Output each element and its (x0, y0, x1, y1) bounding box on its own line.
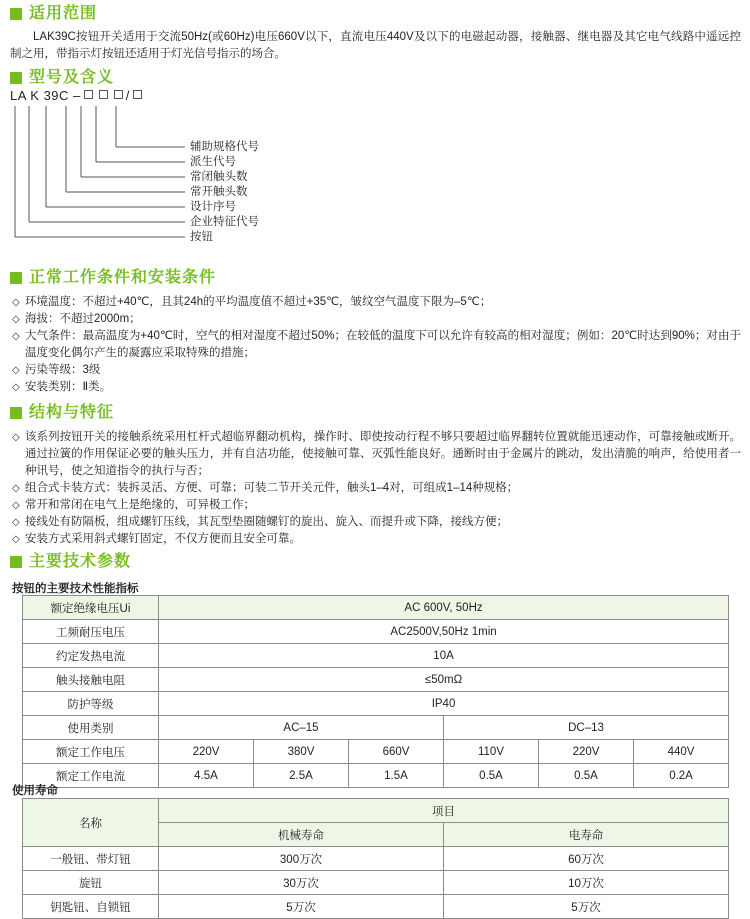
list-item (12, 497, 741, 514)
diamond-bullet-icon: ◇ (12, 314, 20, 325)
table-row (23, 740, 729, 764)
spec-label-protection-degree: 防护等级 (23, 692, 159, 716)
condition-atmosphere: 大气条件：最高温度为+40℃时，空气的相对湿度不超过50%；在较低的温度下可以允许有较高的相对湿度；例如：20℃时达到90%；对由于温度变化偶尔产生的凝露应采取特殊的措施； (25, 330, 741, 359)
table-row (23, 620, 729, 644)
condition-altitude: 海拔：不超过2000m； (25, 313, 141, 325)
life-name-key-selflock-button: 钥匙钮、自锁钮 (23, 895, 159, 919)
condition-installation-category: 安装类别：Ⅱ类。 (25, 381, 112, 393)
feature-contact-system: 该系列按钮开关的接触系统采用杠杆式超临界翻动机构，操作时、即使按动行程不够只要超过临界翻转位置就能迅速动作，可靠接触或断开。通过拉簧的作用保证必要的触头压力，并有自洁功能，使接触可靠、灭弧性能良好。通断时由于金属片的跳动，发出清脆的响声，给使用者一种讯号，使之知道指令的执行与否； (25, 431, 741, 477)
table-row (23, 764, 729, 788)
section-conditions-heading (10, 270, 740, 286)
section-scope-heading (10, 6, 740, 22)
diamond-bullet-icon: ◇ (12, 432, 20, 443)
feature-modular-mounting: 组合式卡装方式：装拆灵活、方便、可靠；可装二节开关元件，触头1–4对，可组成1–14种规格； (25, 482, 519, 494)
spec-current-ac-380: 2.5A (254, 764, 349, 788)
diamond-bullet-icon: ◇ (12, 517, 20, 528)
table-row (23, 692, 729, 716)
section-params-title: 主要技术参数 (29, 553, 132, 570)
spec-value-protection-degree: IP40 (159, 692, 729, 716)
spec-voltage-dc-440: 440V (634, 740, 729, 764)
diamond-bullet-icon: ◇ (12, 500, 20, 511)
life-name-rotary-knob: 旋钮 (23, 871, 159, 895)
section-conditions-title: 正常工作条件和安装条件 (29, 269, 217, 286)
table-row (23, 668, 729, 692)
spec-voltage-ac-220: 220V (159, 740, 254, 764)
conditions-list (12, 294, 741, 396)
structure-list (12, 429, 741, 548)
model-label-design-serial: 设计序号 (190, 201, 236, 213)
list-item (12, 362, 741, 379)
section-model-heading (10, 70, 740, 86)
section-structure (10, 405, 740, 421)
section-scope (10, 6, 740, 22)
diamond-bullet-icon: ◇ (12, 297, 20, 308)
section-scope-title: 适用范围 (29, 5, 98, 22)
spec-value-thermal-current: 10A (159, 644, 729, 668)
life-mech-general-lamp-button: 300万次 (159, 847, 444, 871)
table-row (23, 716, 729, 740)
spec-value-category-dc: DC–13 (444, 716, 729, 740)
spec-table (22, 595, 729, 788)
section-structure-heading (10, 405, 740, 421)
spec-current-ac-220: 4.5A (159, 764, 254, 788)
spec-current-dc-220: 0.5A (539, 764, 634, 788)
spec-label-rated-operating-voltage: 额定工作电压 (23, 740, 159, 764)
life-elec-general-lamp-button: 60万次 (444, 847, 729, 871)
section-model (10, 70, 740, 86)
model-designation-diagram (0, 88, 420, 246)
table-row (23, 895, 729, 919)
feature-insulation: 常开和常闭在电气上是绝缘的，可异极工作； (25, 499, 255, 511)
list-item (12, 480, 741, 497)
list-item (12, 311, 741, 328)
model-label-enterprise-code: 企业特征代号 (190, 216, 259, 228)
green-square-marker-icon (10, 8, 22, 20)
section-params (10, 554, 740, 570)
life-table-caption: 使用寿命 (12, 785, 58, 797)
condition-ambient-temperature: 环境温度：不超过+40℃，且其24h的平均温度值不超过+35℃，皱纹空气温度下限为–5℃； (25, 296, 492, 308)
green-square-marker-icon (10, 272, 22, 284)
spec-label-thermal-current: 约定发热电流 (23, 644, 159, 668)
spec-table-caption: 按钮的主要技术性能指标 (12, 583, 139, 595)
spec-label-power-frequency-withstand: 工频耐压电压 (23, 620, 159, 644)
list-item (12, 379, 741, 396)
diamond-bullet-icon: ◇ (12, 382, 20, 393)
life-header-name: 名称 (23, 799, 159, 847)
life-table (22, 798, 729, 919)
spec-value-contact-resistance: ≤50mΩ (159, 668, 729, 692)
section-params-heading (10, 554, 740, 570)
life-header-electrical: 电寿命 (444, 823, 729, 847)
table-row (23, 799, 729, 823)
green-square-marker-icon (10, 556, 22, 568)
list-item (12, 531, 741, 548)
diamond-bullet-icon: ◇ (12, 331, 20, 342)
life-elec-key-selflock-button: 5万次 (444, 895, 729, 919)
life-name-general-lamp-button: 一般钮、带灯钮 (23, 847, 159, 871)
diamond-bullet-icon: ◇ (12, 365, 20, 376)
model-code-prefix: LA K 39C – (10, 88, 81, 103)
spec-label-rated-insulation-voltage: 额定绝缘电压Ui (23, 596, 159, 620)
model-label-nc-contact-count: 常闭触头数 (190, 171, 248, 183)
feature-installation: 安装方式采用斜式螺钉固定，不仅方便而且安全可靠。 (25, 533, 301, 545)
spec-value-rated-insulation-voltage: AC 600V, 50Hz (159, 596, 729, 620)
life-elec-rotary-knob: 10万次 (444, 871, 729, 895)
section-structure-title: 结构与特征 (29, 404, 115, 421)
spec-voltage-ac-660: 660V (349, 740, 444, 764)
list-item (12, 328, 741, 362)
spec-current-ac-660: 1.5A (349, 764, 444, 788)
scope-paragraph: LAK39C按钮开关适用于交流50Hz(或60Hz)电压660V以下，直流电压440V及以下的电磁起动器，接触器、继电器及其它电气线路中遥远控制之用，带指示灯按钮还适用于灯光信号指示的场合。 (10, 31, 741, 60)
green-square-marker-icon (10, 72, 22, 84)
table-row (23, 596, 729, 620)
spec-voltage-dc-110: 110V (444, 740, 539, 764)
table-row (23, 644, 729, 668)
model-code-slash: / (125, 88, 130, 103)
section-conditions (10, 270, 740, 286)
spec-value-power-frequency-withstand: AC2500V,50Hz 1min (159, 620, 729, 644)
list-item (12, 294, 741, 311)
spec-voltage-ac-380: 380V (254, 740, 349, 764)
condition-pollution-degree: 污染等级：3级 (25, 364, 101, 376)
model-label-aux-spec-code: 辅助规格代号 (190, 141, 259, 153)
model-label-pushbutton: 按钮 (190, 231, 213, 243)
table-row (23, 847, 729, 871)
model-label-no-contact-count: 常开触头数 (190, 186, 248, 198)
diamond-bullet-icon: ◇ (12, 483, 20, 494)
life-mech-rotary-knob: 30万次 (159, 871, 444, 895)
green-square-marker-icon (10, 407, 22, 419)
spec-label-utilization-category: 使用类别 (23, 716, 159, 740)
spec-current-dc-110: 0.5A (444, 764, 539, 788)
spec-label-rated-operating-current: 额定工作电流 (23, 764, 159, 788)
list-item (12, 429, 741, 480)
spec-current-dc-440: 0.2A (634, 764, 729, 788)
feature-wiring: 接线处有防隔板，组成螺钉压线，其瓦型垫圈随螺钉的旋出、旋入、而提升或下降，接线方便； (25, 516, 508, 528)
table-row (23, 871, 729, 895)
spec-voltage-dc-220: 220V (539, 740, 634, 764)
model-label-derivative-code: 派生代号 (190, 156, 236, 168)
life-mech-key-selflock-button: 5万次 (159, 895, 444, 919)
life-header-mechanical: 机械寿命 (159, 823, 444, 847)
section-model-title: 型号及含义 (29, 69, 115, 86)
diamond-bullet-icon: ◇ (12, 534, 20, 545)
spec-label-contact-resistance: 触头接触电阻 (23, 668, 159, 692)
life-header-item: 项目 (159, 799, 729, 823)
list-item (12, 514, 741, 531)
spec-value-category-ac: AC–15 (159, 716, 444, 740)
